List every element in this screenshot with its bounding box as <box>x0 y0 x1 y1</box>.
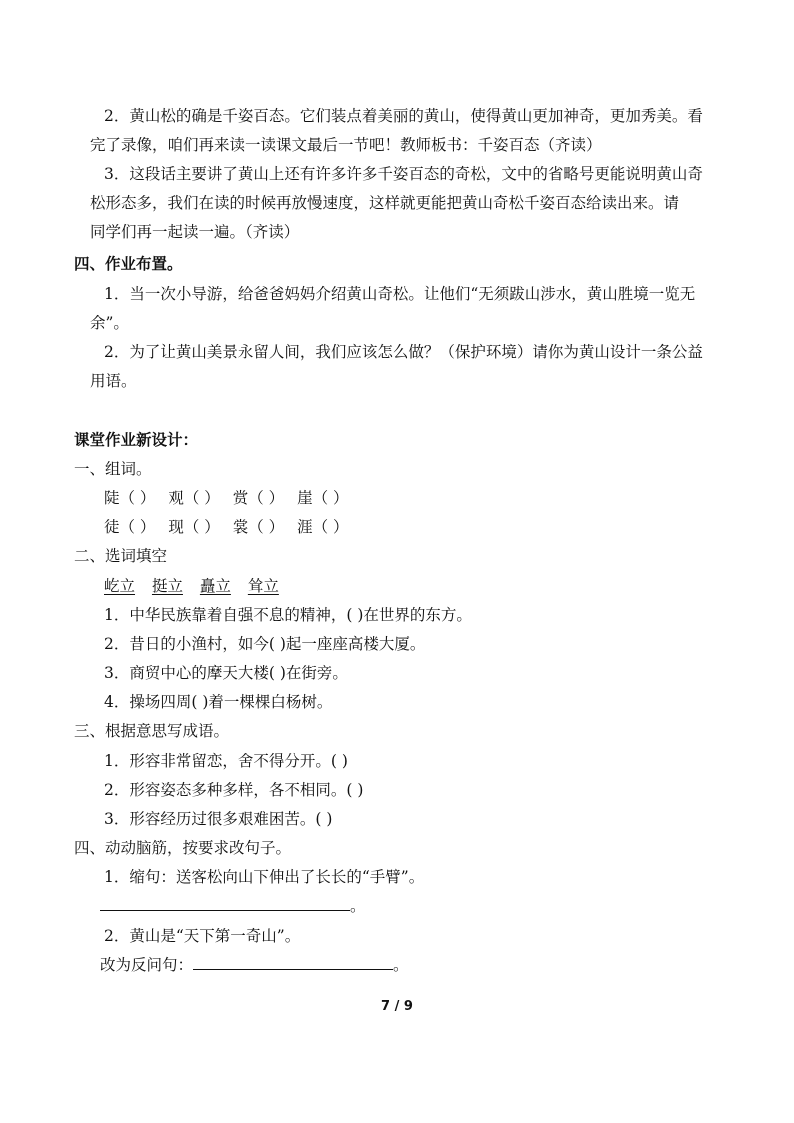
fill-question-4: 4．操场四周( )着一棵棵白杨树。 <box>104 693 333 711</box>
word-item: 现（ ） <box>168 518 220 536</box>
exercise-title: 课堂作业新设计： <box>74 431 199 449</box>
rewrite-prefix: 改为反问句： <box>100 956 194 974</box>
word-choices <box>104 576 279 596</box>
fill-question-2: 2．昔日的小渔村，如今( )起一座座高楼大厦。 <box>104 635 426 653</box>
page-number: 7 / 9 <box>381 999 413 1014</box>
homework-heading: 四、作业布置。 <box>74 255 183 273</box>
word-choice: 矗立 <box>199 577 231 595</box>
word-row-2 <box>104 517 349 537</box>
answer-blank[interactable] <box>193 955 393 970</box>
homework-item-2-line-1: 2．为了让黄山美景永留人间，我们应该怎么做？（保护环境）请你为黄山设计一条公益 <box>104 343 703 361</box>
word-item: 赏（ ） <box>232 489 285 507</box>
word-item: 陡（ ） <box>104 489 156 507</box>
rewrite-question-1: 1．缩句：送客松向山下伸出了长长的“手臂”。 <box>104 868 425 886</box>
word-row-1 <box>104 488 349 508</box>
homework-item-2-line-2: 用语。 <box>90 372 137 390</box>
answer-line-1: 。 <box>100 896 366 916</box>
rewrite-question-2: 2．黄山是“天下第一奇山”。 <box>104 927 301 945</box>
homework-item-1-line-1: 1．当一次小导游，给爸爸妈妈介绍黄山奇松。让他们“无须跋山涉水，黄山胜境一览无 <box>104 285 696 303</box>
paragraph-2-line-2: 完了录像，咱们再来读一读课文最后一节吧！教师板书：千姿百态（齐读） <box>90 136 602 154</box>
section-3-heading: 三、根据意思写成语。 <box>74 722 230 740</box>
word-choice: 屹立 <box>104 577 136 595</box>
idiom-question-2: 2．形容姿态多种多样，各不相同。( ) <box>104 781 364 799</box>
paragraph-2-line-1: 2．黄山松的确是千姿百态。它们装点着美丽的黄山，使得黄山更加神奇，更加秀美。看 <box>104 107 703 125</box>
word-item: 涯（ ） <box>297 518 349 536</box>
fill-question-3: 3．商贸中心的摩天大楼( )在街旁。 <box>104 664 348 682</box>
word-choice: 挺立 <box>151 577 183 595</box>
answer-line-2: 改为反问句： 。 <box>100 956 409 974</box>
answer-blank[interactable] <box>100 896 350 911</box>
homework-item-1-line-2: 余”。 <box>90 314 129 332</box>
idiom-question-3: 3．形容经历过很多艰难困苦。( ) <box>104 810 333 828</box>
idiom-question-1: 1．形容非常留恋，舍不得分开。( ) <box>104 752 348 770</box>
fill-question-1: 1．中华民族靠着自强不息的精神，( )在世界的东方。 <box>104 606 472 624</box>
section-1-heading: 一、组词。 <box>74 460 152 478</box>
paragraph-3-line-1: 3．这段话主要讲了黄山上还有许多许多千姿百态的奇松，文中的省略号更能说明黄山奇 <box>104 165 703 183</box>
word-item: 裳（ ） <box>232 518 285 536</box>
word-item: 徒（ ） <box>104 518 156 536</box>
paragraph-3-line-2: 松形态多，我们在读的时候再放慢速度，这样就更能把黄山奇松千姿百态给读出来。请 <box>90 194 680 212</box>
word-item: 观（ ） <box>168 489 220 507</box>
paragraph-3-line-3: 同学们再一起读一遍。（齐读） <box>90 223 300 241</box>
section-4-heading: 四、动动脑筋，按要求改句子。 <box>74 839 292 857</box>
section-2-heading: 二、选词填空 <box>74 547 168 565</box>
word-item: 崖（ ） <box>297 489 349 507</box>
word-choice: 耸立 <box>247 577 279 595</box>
